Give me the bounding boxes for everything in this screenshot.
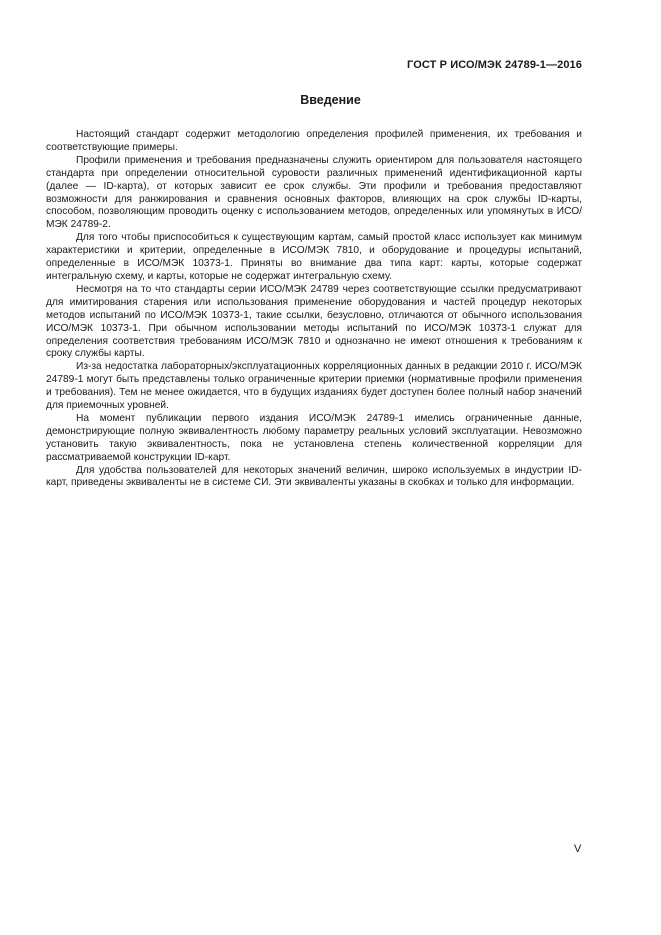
paragraph: Из-за недостатка лабораторных/эксплуатационных корреляционных данных в редакции 2010 г. ИСО/МЭК 24789-1 могут быть представлены только ограниченные критерии приемки (нормативные профили применения и требования). Тем не менее ожидается, что в будущих изданиях будет доступен более полный набор значений для приемочных уровней. [46,361,582,412]
paragraph: Настоящий стандарт содержит методологию определения профилей применения, их требования и соответствующие примеры. [46,129,582,153]
paragraph: Несмотря на то что стандарты серии ИСО/МЭК 24789 через соответствующие ссылки предусматривают для имитирования старения или использования применение оборудования и частей процедур некоторых методов испытаний по ИСО/МЭК 10373-1, такие ссылки, безусловно, отличаются от обычного использования ИСО/МЭК 10373-1. При обычном использовании методы испытаний по ИСО/МЭК 10373-1 служат для определения соответствия требованиям ИСО/МЭК 7810 и однозначно не имеют отношения к требованиям к сроку службы карты. [46,283,582,360]
page-number: V [574,843,582,855]
document-header: ГОСТ Р ИСО/МЭК 24789-1—2016 [407,59,582,71]
paragraph: Для того чтобы приспособиться к существующим картам, самый простой класс использует как минимум характеристики и критерии, определенные в ИСО/МЭК 7810, и оборудование и процедуры испытаний, определенные в ИСО/МЭК 10373-1. Приняты во внимание два типа карт: карты, которые содержат интегральную схему, и карты, которые не содержат интегральную схему. [46,232,582,282]
paragraph: На момент публикации первого издания ИСО/МЭК 24789-1 имелись ограниченные данные, демонстрирующие полную эквивалентность любому параметру реальных условий эксплуатации. Невозможно установить такую эквивалентность, пока не установлена степень количественной корреляции для рассматриваемой конструкции ID-карт. [46,412,582,463]
paragraph: Для удобства пользователей для некоторых значений величин, широко используемых в индустрии ID-карт, приведены эквиваленты не в системе СИ. Эти эквиваленты указаны в скобках и только для информации. [46,464,582,489]
section-body [46,129,582,490]
section-title: Введение [300,93,361,107]
paragraph: Профили применения и требования предназначены служить ориентиром для пользователя настоящего стандарта при определении относительной суровости различных применений идентификационной карты (далее — ID-карта), от которых зависит ее срок службы. Эти профили и требования предоставляют возможности для ранжирования и сравнения основных факторов, влияющих на срок службы ID-карты, способом, позволяющим проводить оценку с использованием методов, определенных или упомянутых в ИСО/МЭК 24789-2. [46,154,582,231]
